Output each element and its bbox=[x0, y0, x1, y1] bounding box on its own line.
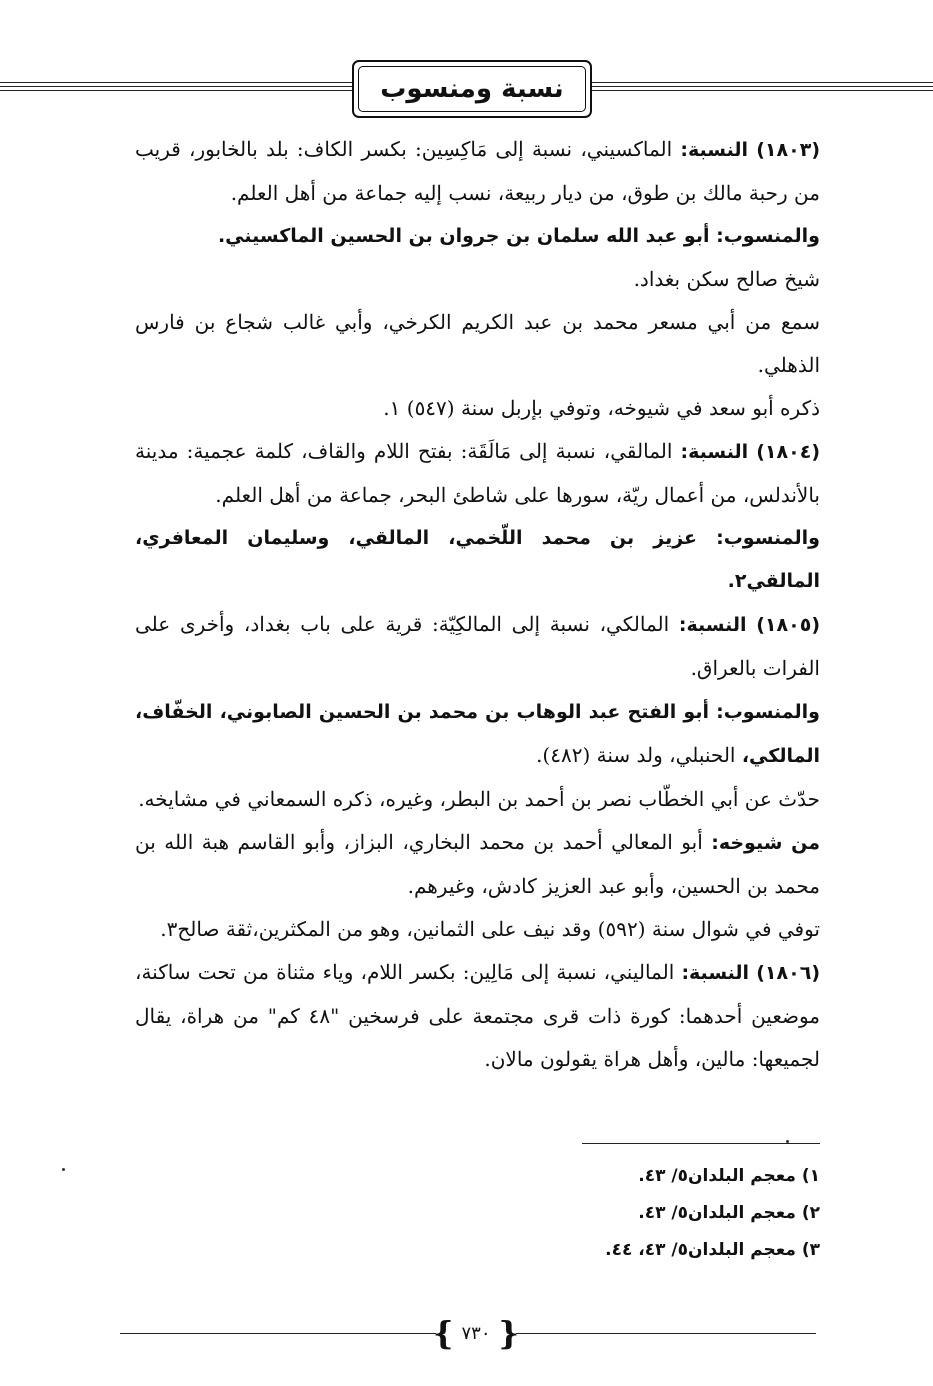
entry-text: حدّث عن أبي الخطّاب نصر بن أحمد بن البطر، وغيره، ذكره السمعاني في مشايخه. bbox=[138, 787, 820, 811]
entry-1805: (١٨٠٥) النسبة: المالكي، نسبة إلى المالكِيّة: قرية على باب بغداد، وأخرى على الفرات بالعراق. bbox=[135, 612, 820, 680]
footnote-2: ٢) معجم البلدان٥/ ٤٣. bbox=[638, 1203, 820, 1223]
entry-1804: (١٨٠٤) النسبة: المالقي، نسبة إلى مَالَقَة: بفتح اللام والقاف، كلمة عجمية: مدينة بالأندلس، من أعمال ريّة، سورها على شاطئ البحر، جماعة من أهل العلم. bbox=[135, 439, 820, 507]
mansub-1805: والمنسوب: أبو الفتح عبد الوهاب بن محمد بن الحسين الصابوني، الخفّاف، المالكي، الحنبلي، ولد سنة (٤٨٢). bbox=[135, 701, 820, 767]
footnote-3: ٣) معجم البلدان٥/ ٤٣، ٤٤. bbox=[605, 1240, 820, 1260]
header-title-box bbox=[352, 60, 592, 118]
page-number-rule-right bbox=[516, 1333, 816, 1334]
footnotes bbox=[400, 1158, 820, 1269]
header-rule-left bbox=[0, 82, 352, 94]
page-number: { ٧٣٠ } bbox=[432, 1314, 520, 1352]
page-number-rule-left bbox=[120, 1333, 436, 1334]
entry-text: توفي في شوال سنة (٥٩٢) وقد نيف على الثمانين، وهو من المكثرين،ثقة صالح٣. bbox=[160, 917, 820, 941]
footnote-1: ١) معجم البلدان٥/ ٤٣. bbox=[638, 1166, 820, 1186]
speck bbox=[786, 1140, 789, 1143]
header-rule-right bbox=[592, 82, 933, 94]
entry-text: ذكره أبو سعد في شيوخه، وتوفي بإربل سنة (٥٤٧) ١. bbox=[383, 396, 820, 420]
header-title: نسبة ومنسوب bbox=[380, 74, 564, 104]
shuyukh-1805: من شيوخه: أبو المعالي أحمد بن محمد البخاري، البزاز، وأبو القاسم هبة الله بن محمد بن الحسين، وأبو عبد العزيز كادش، وغيرهم. bbox=[135, 830, 820, 898]
footnote-divider bbox=[582, 1143, 820, 1144]
speck bbox=[62, 1168, 65, 1171]
entry-1806: (١٨٠٦) النسبة: الماليني، نسبة إلى مَالِين: بكسر اللام، وياء مثناة من تحت ساكنة، موضعين أحدهما: كورة ذات قرى مجتمعة على فرسخين "٤٨ كم" من هراة، يقال لجميعها: مالين، وأهل هراة يقولون مالان. bbox=[135, 960, 821, 1071]
entry-text: شيخ صالح سكن بغداد. bbox=[633, 267, 820, 291]
entry-1803: (١٨٠٣) النسبة: الماكسيني، نسبة إلى مَاكِسِين: بكسر الكاف: بلد بالخابور، قريب من رحبة مالك بن طوق، من ديار ربيعة، نسب إليه جماعة من أهل العلم. bbox=[135, 137, 820, 205]
mansub-1803: والمنسوب: أبو عبد الله سلمان بن جروان بن الحسين الماكسيني. bbox=[217, 225, 820, 247]
page-body bbox=[135, 128, 820, 1081]
entry-text: سمع من أبي مسعر محمد بن عبد الكريم الكرخي، وأبي غالب شجاع بن فارس الذهلي. bbox=[135, 310, 820, 377]
mansub-1804: والمنسوب: عزيز بن محمد اللّخمي، المالقي، وسليمان المعافري، المالقي٢. bbox=[135, 527, 820, 592]
